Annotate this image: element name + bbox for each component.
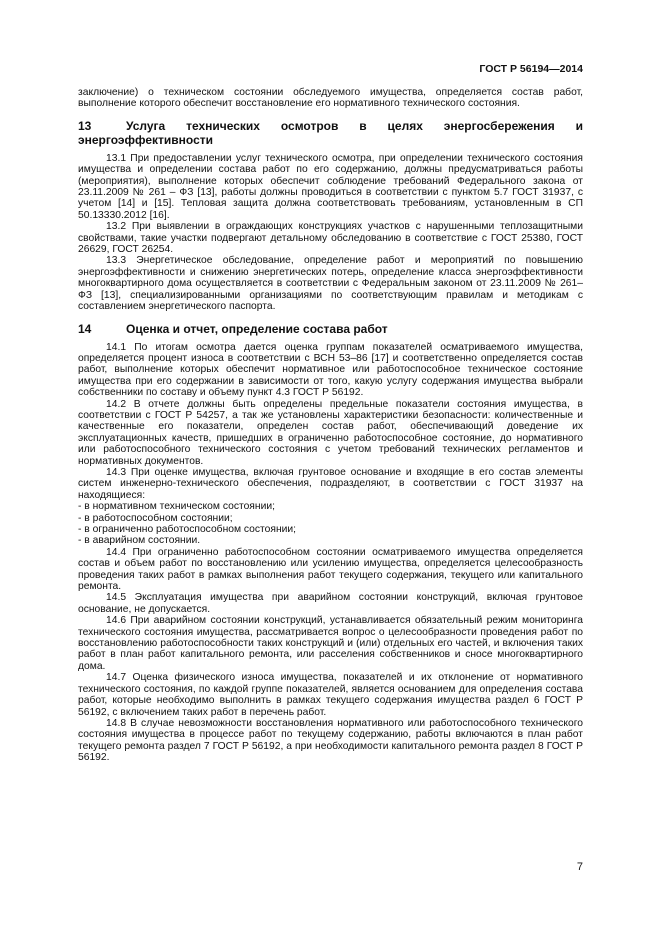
section-14-title: Оценка и отчет, определение состава работ [126,321,388,336]
section-14-number: 14 [78,321,92,336]
document-code-header: ГОСТ Р 56194—2014 [479,63,583,75]
page-content [78,87,583,764]
paragraph-14-5: 14.5 Эксплуатация имущества при аварийном состоянии конструкций, включая грунтовое основание, не допускается. [78,592,583,615]
paragraph-14-2: 14.2 В отчете должны быть определены предельные показатели состояния имущества, в соответствии с ГОСТ Р 54257, а так же установлены характеристики безопасности: количественные и качественные его показатели, определен состав работ, обеспечивающий доведение их эксплуатационных качеств, пришедших в ограниченно работоспособное состояние, до нормативного или работоспособного технического состояния с учетом требований технических регламентов и нормативных документов. [78,398,583,467]
list-item: - в ограниченно работоспособном состоянии; [78,524,297,535]
paragraph-14-4: 14.4 При ограниченно работоспособном состоянии осматриваемого имущества определяется состав и объем работ по восстановлению или усилению имущества, определяется целесообразность проведения таких работ в рамках выполнения работ текущего содержания, текущего или капитального ремонта. [78,546,583,593]
intro-paragraph: заключение) о техническом состоянии обследуемого имущества, определяется состав работ, выполнение которого обеспечит восстановление его нормативного технического состояния. [78,87,583,110]
paragraph-14-1: 14.1 По итогам осмотра дается оценка группам показателей осматриваемого имущества, определяется процент износа в соответствии с ВСН 53–86 [17] и соответственно определяется состав работ, выполнение которых обеспечит нормативное или работоспособное техническое состояние имущества при его содержании в зависимости от того, какую услугу содержания имущества выбрали собственники по составу и объему пункт 4.3 ГОСТ Р 56192. [78,341,583,399]
paragraph-13-2: 13.2 При выявлении в ограждающих конструкциях участков с нарушенными теплозащитными свойствами, такие участки подвергают детальному обследованию в соответствие с ГОСТ 25380, ГОСТ 26629, ГОСТ 26254. [78,221,583,256]
paragraph-14-3: 14.3 При оценке имущества, включая грунтовое основание и входящие в его состав элементы систем инженерно-технического обеспечения, подразделяют, в соответствии с ГОСТ 31937 на находящиеся: [78,466,583,501]
section-13-number: 13 [78,118,92,133]
page-number: 7 [576,861,583,873]
paragraph-14-6: 14.6 При аварийном состоянии конструкций, устанавливается обязательный режим мониторинга технического состояния имущества, рассматривается вопрос о целесообразности проведения работ по восстановлению работоспособности таких конструкций и (или) отдельных его частей, и включения таких работ в план работ капитального ремонта, или расселения собственников и сносе многоквартирного дома. [78,615,583,672]
paragraph-14-7: 14.7 Оценка физического износа имущества, показателей и их отклонение от нормативного технического состояния, по каждой группе показателей, является основанием для определения состава работ, которые необходимо выполнить в рамках текущего содержания имущества раздел 6 ГОСТ Р 56192, с включением таких работ в перечень работ. [78,672,583,718]
section-14-heading [78,322,583,336]
paragraph-13-3: 13.3 Энергетическое обследование, определение работ и мероприятий по повышению энергоэффективности и снижению энергетических потерь, определение класса энергоэффективности многоквартирного дома осуществляется в соответствии с Федеральным законом от 23.11.2009 № 261– ФЗ [13], специализированными организациями по соответствующим правилам и методикам с составлением энергетического паспорта. [78,255,583,313]
paragraph-13-1: 13.1 При предоставлении услуг технического осмотра, при определении технического состояния имущества и определении состава работ по его содержанию, должны предусматриваться работы (мероприятия), выполнение которых обеспечит соблюдение требований Федерального закона от 23.11.2009 № 261 – ФЗ [13], работы должны проводиться в соответствии с пунктом 5.7 ГОСТ 31937, с учетом [14] и [15]. Тепловая защита должна соответствовать требованиям, установленным в СП 50.13330.2012 [16]. [78,152,583,221]
paragraph-14-8: 14.8 В случае невозможности восстановления нормативного или работоспособного технического состояния имущества в процессе работ по текущему содержанию, работы включаются в план работ текущего ремонта раздел 7 ГОСТ Р 56192, а при необходимости капитального ремонта раздел 8 ГОСТ Р 56192. [78,717,583,764]
section-13-heading [78,119,583,147]
technical-state-list [78,501,583,547]
list-item: - в нормативном техническом состоянии; [78,501,275,513]
list-item: - в аварийном состоянии. [78,535,201,547]
list-item: - в работоспособном состоянии; [78,512,233,524]
section-13-title: Услуга технических осмотров в целях энергосбережения и энергоэффективности [78,118,583,147]
